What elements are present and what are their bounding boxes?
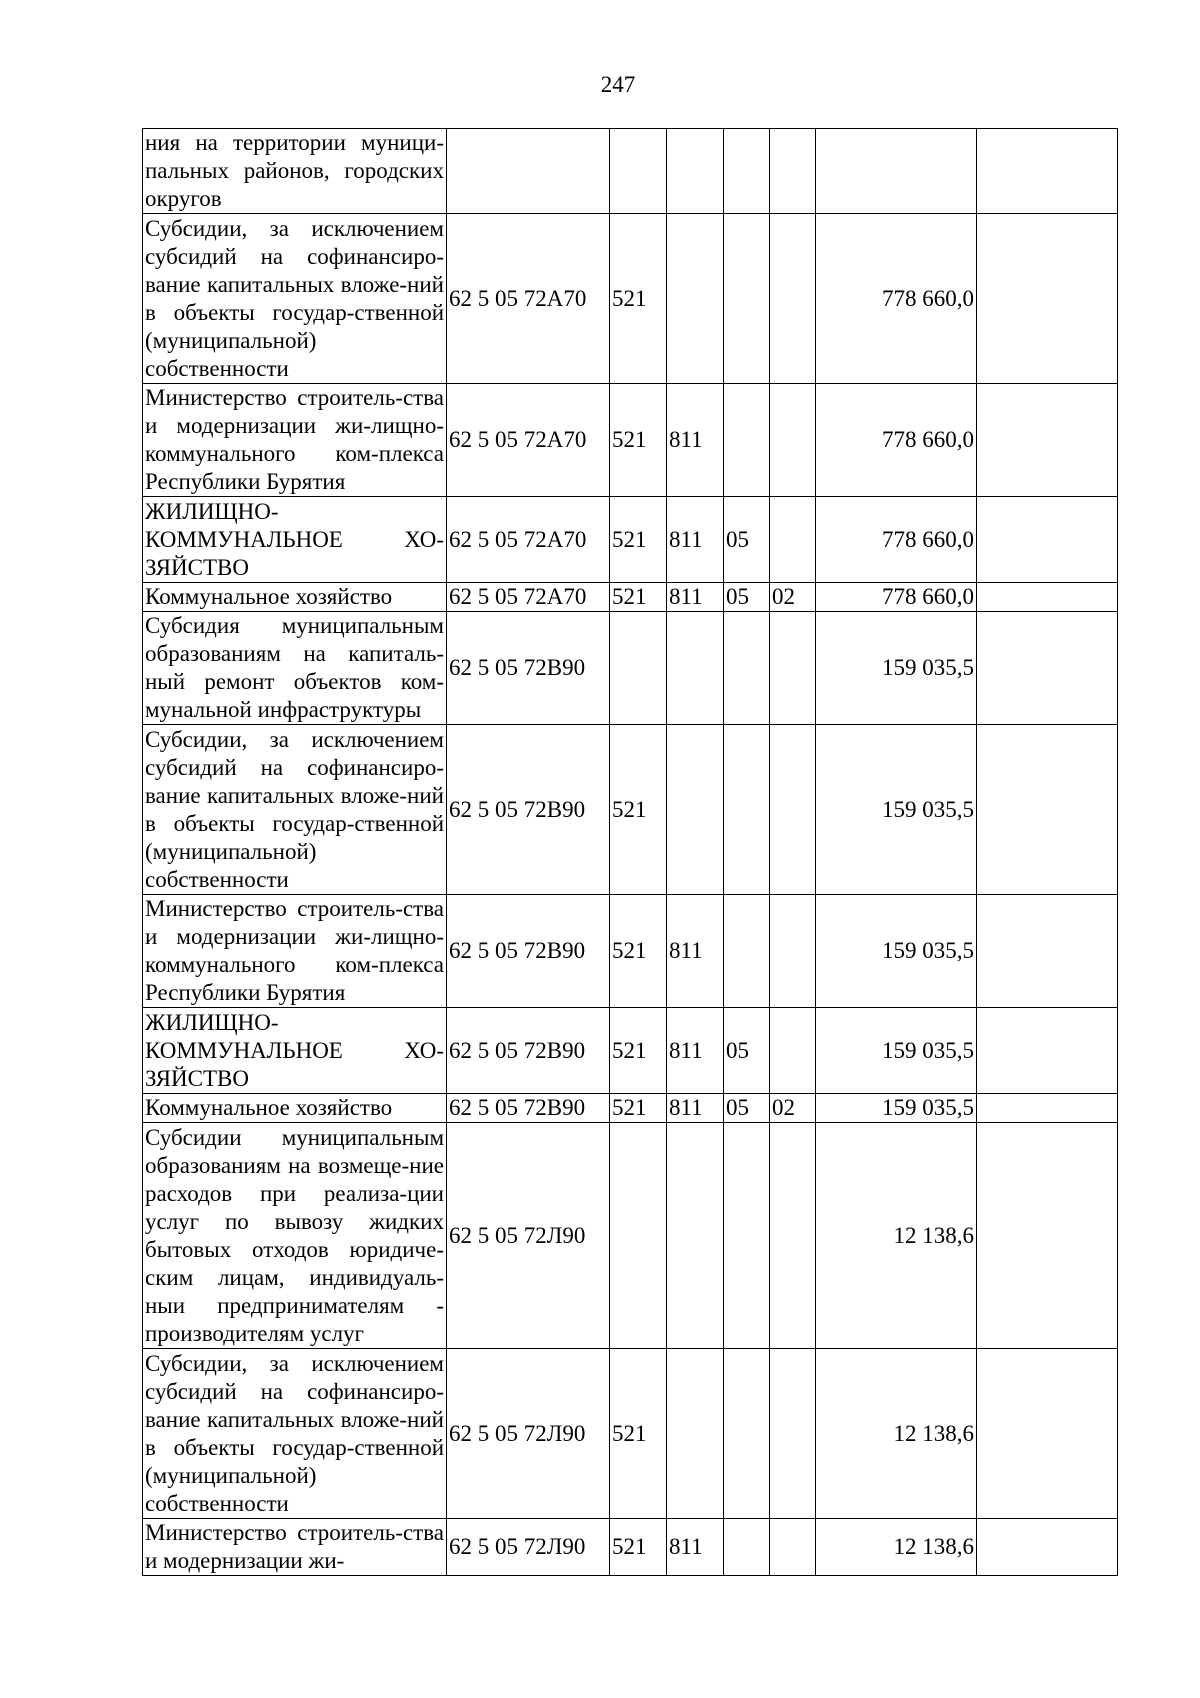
cell-amount: 778 660,0	[816, 214, 977, 384]
cell-extra-column	[977, 1349, 1118, 1519]
cell-subsection-code: 02	[770, 583, 816, 612]
cell-section-code: 05	[724, 497, 770, 583]
cell-row-name: ЖИЛИЩНО-КОММУНАЛЬНОЕ ХО-ЗЯЙСТВО	[143, 1008, 447, 1094]
cell-section-code	[724, 612, 770, 725]
cell-subsection-code	[770, 1519, 816, 1576]
cell-target-code: 62 5 05 72В90	[447, 895, 610, 1008]
cell-subsection-code	[770, 384, 816, 497]
cell-row-name: Министерство строитель-ства и модернизации жи-лищно-коммунального ком-плекса Республики Бурятия	[143, 895, 447, 1008]
cell-extra-column	[977, 1519, 1118, 1576]
cell-extra-column	[977, 384, 1118, 497]
cell-section-code	[724, 1349, 770, 1519]
cell-row-name: Субсидия муниципальным образованиям на капиталь-ный ремонт объектов ком-мунальной инфраструктуры	[143, 612, 447, 725]
cell-amount: 12 138,6	[816, 1349, 977, 1519]
cell-ministry-code	[667, 214, 724, 384]
cell-ministry-code: 811	[667, 1519, 724, 1576]
cell-row-name: ния на территории муници-пальных районов, городских округов	[143, 129, 447, 214]
cell-amount: 159 035,5	[816, 1094, 977, 1123]
cell-expense-type: 521	[610, 1008, 667, 1094]
cell-section-code	[724, 384, 770, 497]
cell-expense-type: 521	[610, 1349, 667, 1519]
table-row	[143, 612, 1118, 725]
cell-section-code	[724, 1519, 770, 1576]
cell-section-code	[724, 725, 770, 895]
cell-extra-column	[977, 895, 1118, 1008]
cell-subsection-code: 02	[770, 1094, 816, 1123]
cell-target-code: 62 5 05 72Л90	[447, 1349, 610, 1519]
cell-target-code: 62 5 05 72В90	[447, 1008, 610, 1094]
cell-section-code	[724, 1123, 770, 1349]
table-row	[143, 129, 1118, 214]
cell-target-code: 62 5 05 72А70	[447, 583, 610, 612]
cell-extra-column	[977, 1008, 1118, 1094]
table-row	[143, 1008, 1118, 1094]
cell-amount: 12 138,6	[816, 1123, 977, 1349]
cell-target-code: 62 5 05 72А70	[447, 214, 610, 384]
cell-row-name: Коммунальное хозяйство	[143, 1094, 447, 1123]
cell-expense-type: 521	[610, 384, 667, 497]
cell-amount: 12 138,6	[816, 1519, 977, 1576]
cell-extra-column	[977, 129, 1118, 214]
page-number: 247	[600, 72, 636, 97]
cell-subsection-code	[770, 725, 816, 895]
cell-ministry-code	[667, 725, 724, 895]
table-row	[143, 214, 1118, 384]
cell-expense-type: 521	[610, 214, 667, 384]
cell-amount: 778 660,0	[816, 583, 977, 612]
cell-expense-type: 521	[610, 583, 667, 612]
budget-table	[142, 128, 1118, 1576]
cell-extra-column	[977, 612, 1118, 725]
cell-ministry-code	[667, 1349, 724, 1519]
cell-target-code: 62 5 05 72В90	[447, 725, 610, 895]
table-row	[143, 895, 1118, 1008]
cell-row-name: Министерство строитель-ства и модернизации жи-лищно-коммунального ком-плекса Республики Бурятия	[143, 384, 447, 497]
cell-amount: 159 035,5	[816, 895, 977, 1008]
cell-row-name: Субсидии, за исключением субсидий на софинансиро-вание капитальных вложе-ний в объекты государ-ственной (муниципальной) собственности	[143, 725, 447, 895]
cell-ministry-code	[667, 1123, 724, 1349]
cell-extra-column	[977, 214, 1118, 384]
cell-subsection-code	[770, 1349, 816, 1519]
cell-row-name: Субсидии, за исключением субсидий на софинансиро-вание капитальных вложе-ний в объекты государ-ственной (муниципальной) собственности	[143, 214, 447, 384]
cell-amount: 159 035,5	[816, 1008, 977, 1094]
cell-expense-type	[610, 612, 667, 725]
table-row	[143, 1349, 1118, 1519]
cell-expense-type: 521	[610, 497, 667, 583]
cell-amount: 778 660,0	[816, 384, 977, 497]
cell-ministry-code: 811	[667, 384, 724, 497]
cell-ministry-code: 811	[667, 583, 724, 612]
cell-target-code: 62 5 05 72Л90	[447, 1519, 610, 1576]
table-row	[143, 384, 1118, 497]
cell-row-name: Субсидии, за исключением субсидий на софинансиро-вание капитальных вложе-ний в объекты государ-ственной (муниципальной) собственности	[143, 1349, 447, 1519]
cell-extra-column	[977, 497, 1118, 583]
cell-row-name: Министерство строитель-ства и модернизации жи-	[143, 1519, 447, 1576]
cell-expense-type: 521	[610, 1094, 667, 1123]
cell-ministry-code	[667, 612, 724, 725]
cell-expense-type	[610, 129, 667, 214]
table-row	[143, 1519, 1118, 1576]
cell-target-code: 62 5 05 72В90	[447, 612, 610, 725]
cell-section-code	[724, 214, 770, 384]
cell-section-code	[724, 895, 770, 1008]
cell-expense-type	[610, 1123, 667, 1349]
cell-extra-column	[977, 1123, 1118, 1349]
cell-ministry-code: 811	[667, 1094, 724, 1123]
cell-extra-column	[977, 583, 1118, 612]
table-row	[143, 583, 1118, 612]
cell-subsection-code	[770, 895, 816, 1008]
cell-row-name: Субсидии муниципальным образованиям на возмеще-ние расходов при реализа-ции услуг по вывозу жидких бытовых отходов юридиче-ским лицам, индивидуаль-ныи предпринимателям - производителям услуг	[143, 1123, 447, 1349]
cell-row-name: ЖИЛИЩНО-КОММУНАЛЬНОЕ ХО-ЗЯЙСТВО	[143, 497, 447, 583]
cell-extra-column	[977, 725, 1118, 895]
cell-ministry-code: 811	[667, 497, 724, 583]
table-row	[143, 725, 1118, 895]
cell-expense-type: 521	[610, 895, 667, 1008]
table-row	[143, 1123, 1118, 1349]
cell-amount: 159 035,5	[816, 725, 977, 895]
cell-expense-type: 521	[610, 725, 667, 895]
cell-ministry-code: 811	[667, 1008, 724, 1094]
cell-amount	[816, 129, 977, 214]
cell-subsection-code	[770, 1008, 816, 1094]
cell-subsection-code	[770, 1123, 816, 1349]
cell-target-code: 62 5 05 72В90	[447, 1094, 610, 1123]
table-body	[143, 129, 1118, 1576]
cell-target-code: 62 5 05 72Л90	[447, 1123, 610, 1349]
cell-amount: 778 660,0	[816, 497, 977, 583]
table-row	[143, 497, 1118, 583]
cell-ministry-code: 811	[667, 895, 724, 1008]
cell-row-name: Коммунальное хозяйство	[143, 583, 447, 612]
cell-target-code: 62 5 05 72А70	[447, 384, 610, 497]
cell-subsection-code	[770, 497, 816, 583]
table-row	[143, 1094, 1118, 1123]
cell-section-code: 05	[724, 1008, 770, 1094]
cell-amount: 159 035,5	[816, 612, 977, 725]
cell-subsection-code	[770, 214, 816, 384]
cell-subsection-code	[770, 129, 816, 214]
cell-target-code	[447, 129, 610, 214]
cell-section-code: 05	[724, 1094, 770, 1123]
cell-expense-type: 521	[610, 1519, 667, 1576]
cell-target-code: 62 5 05 72А70	[447, 497, 610, 583]
cell-section-code	[724, 129, 770, 214]
cell-extra-column	[977, 1094, 1118, 1123]
cell-subsection-code	[770, 612, 816, 725]
cell-ministry-code	[667, 129, 724, 214]
cell-section-code: 05	[724, 583, 770, 612]
